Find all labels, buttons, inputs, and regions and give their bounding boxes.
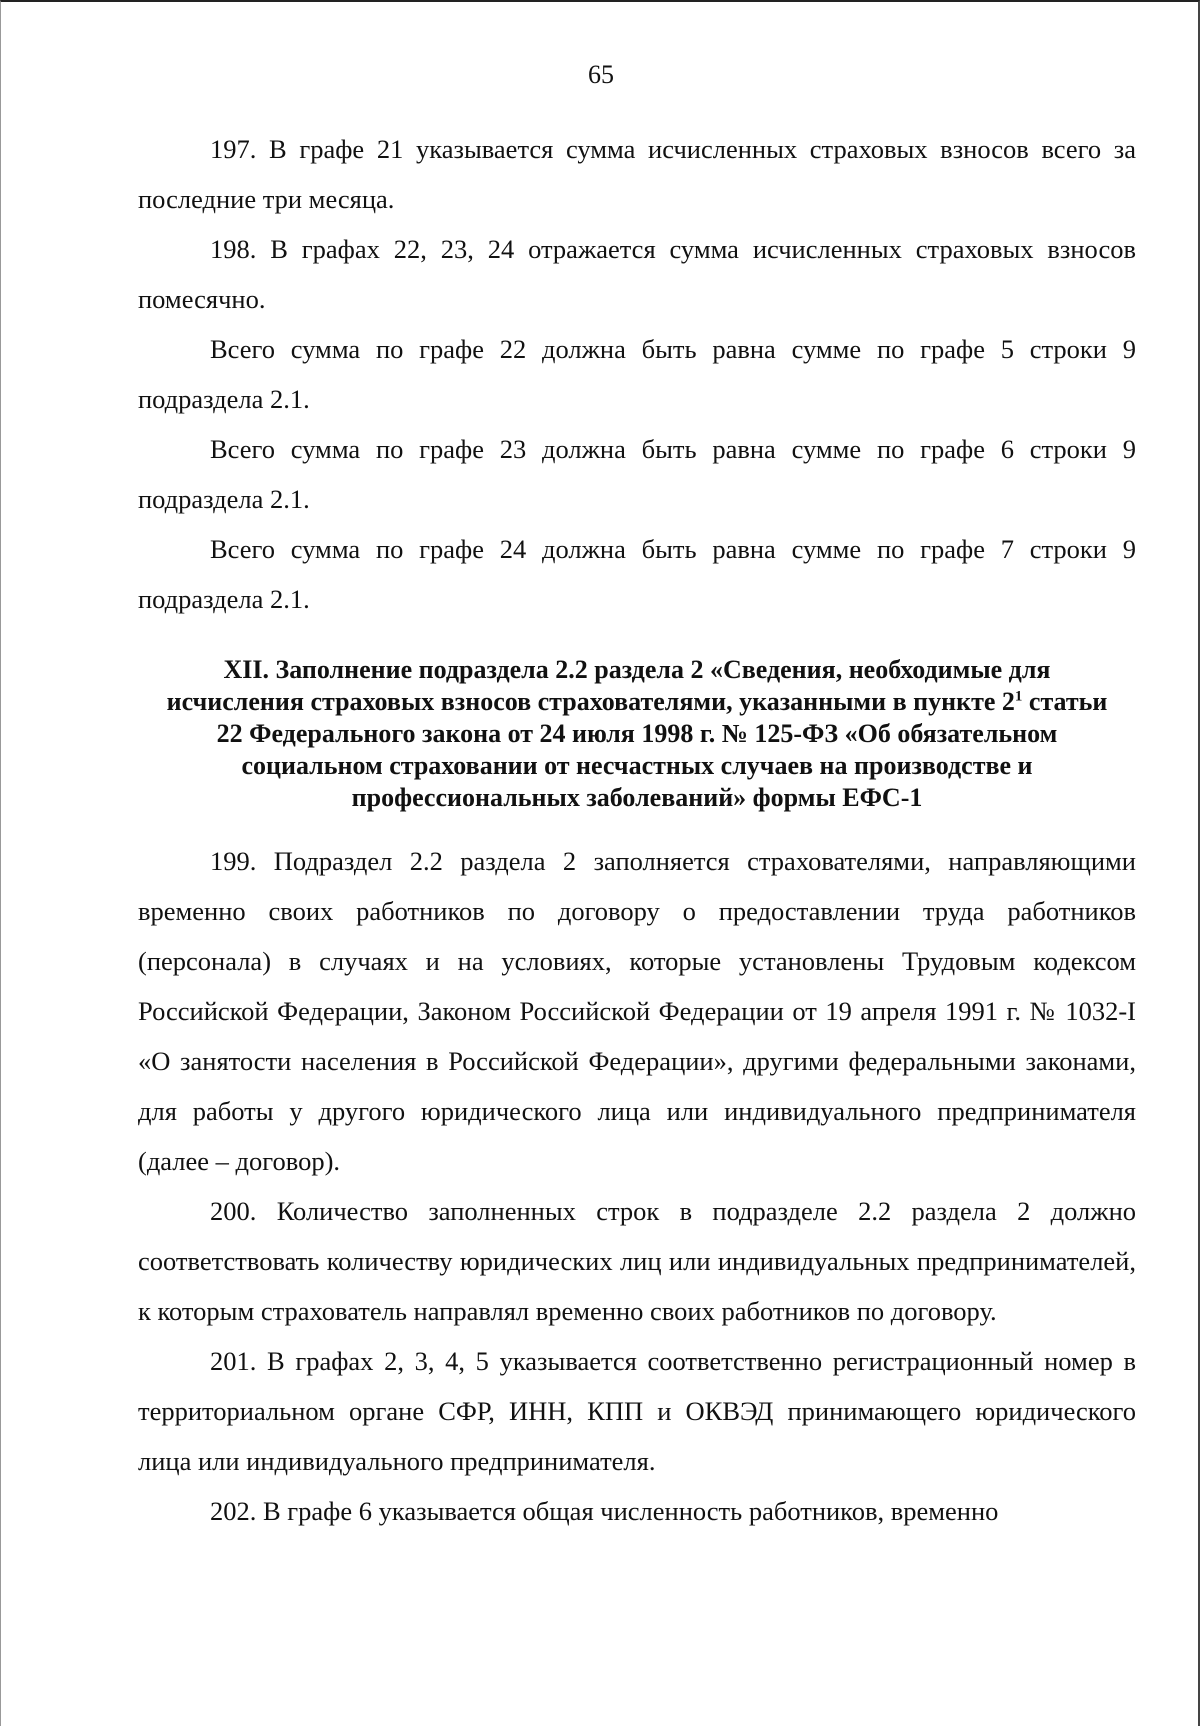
paragraph-201: 201. В графах 2, 3, 4, 5 указывается соответственно регистрационный номер в территориальном органе СФР, ИНН, КПП и ОКВЭД принимающего юридического лица или индивидуального предпринимателя. (138, 1346, 1136, 1476)
page-number: 65 (588, 60, 614, 89)
paragraph-200: 200. Количество заполненных строк в подразделе 2.2 раздела 2 должно соответствовать количеству юридических лиц или индивидуальных предпринимателей, к которым страхователь направлял временно своих работников по договору. (138, 1196, 1136, 1326)
paragraph-199: 199. Подраздел 2.2 раздела 2 заполняется страхователями, направляющими временно своих работников по договору о предоставлении труда работников (персонала) в случаях и на условиях, которые установлены Трудовым кодексом Российской Федерации, Законом Российской Федерации от 19 апреля 1991 г. № 1032-I «О занятости населения в Российской Федерации», другими федеральными законами, для работы у другого юридического лица или индивидуального предпринимателя (далее – договор). (138, 846, 1136, 1176)
document-body (138, 124, 1136, 1536)
paragraph-sum-23: Всего сумма по графе 23 должна быть равна сумме по графе 6 строки 9 подраздела 2.1. (138, 434, 1136, 514)
section-heading (160, 654, 1114, 814)
section-heading-superscript: 1 (1014, 688, 1023, 705)
paragraph-202: 202. В графе 6 указывается общая численность работников, временно (210, 1496, 999, 1526)
paragraph-198: 198. В графах 22, 23, 24 отражается сумма исчисленных страховых взносов помесячно. (138, 234, 1136, 314)
paragraph-197: 197. В графе 21 указывается сумма исчисленных страховых взносов всего за последние три месяца. (138, 134, 1136, 214)
section-heading-part1: XII. Заполнение подраздела 2.2 раздела 2 «Сведения, необходимые для исчисления страховых взносов страхователями, указанными в пункте 2 (166, 655, 1051, 716)
paragraph-sum-22: Всего сумма по графе 22 должна быть равна сумме по графе 5 строки 9 подраздела 2.1. (138, 334, 1136, 414)
paragraph-sum-24: Всего сумма по графе 24 должна быть равна сумме по графе 7 строки 9 подраздела 2.1. (138, 534, 1136, 614)
section-heading-part2: статьи 22 Федерального закона от 24 июля 1998 г. № 125-ФЗ «Об обязательном социальном страховании от несчастных случаев на производстве и профессиональных заболеваний» формы ЕФС-1 (216, 687, 1108, 812)
